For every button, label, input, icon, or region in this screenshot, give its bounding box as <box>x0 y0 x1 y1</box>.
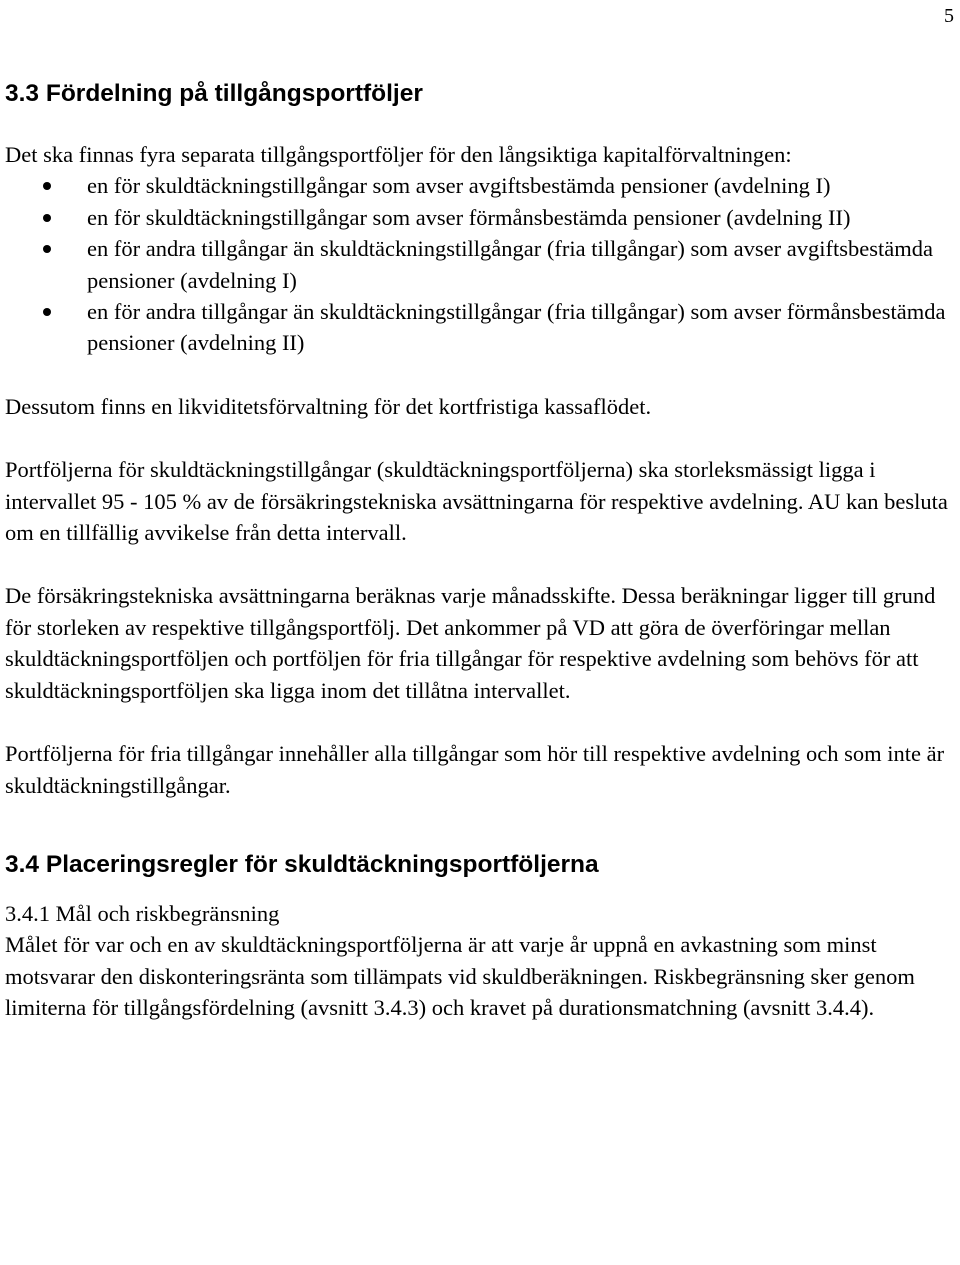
paragraph-liquidity: Dessutom finns en likviditetsförvaltning för det kortfristiga kassaflödet. <box>5 393 652 419</box>
bullet-item <box>5 233 955 296</box>
bullet-item <box>5 170 955 201</box>
intro-paragraph: Det ska finnas fyra separata tillgångsportföljer för den långsiktiga kapitalförvaltningen: <box>5 142 792 167</box>
bullet-dot-icon <box>43 182 51 190</box>
bullet-dot-icon <box>43 214 51 222</box>
bullet-dot-icon <box>43 308 51 316</box>
paragraph-free-assets: Portföljerna för fria tillgångar innehåller alla tillgångar som hör till respektive avdelning och som inte är skuldtäckningstillgångar. <box>5 741 945 798</box>
bullet-item <box>5 202 955 233</box>
bullet-text: en för andra tillgångar än skuldtäckningstillgångar (fria tillgångar) som avser förmånsbestämda pensioner (avdelning II) <box>87 299 946 356</box>
bullet-text: en för skuldtäckningstillgångar som avser förmånsbestämda pensioner (avdelning II) <box>87 204 851 230</box>
section-heading-3-3: 3.3 Fördelning på tillgångsportföljer <box>5 80 423 107</box>
section-heading-3-4: 3.4 Placeringsregler för skuldtäckningsportföljerna <box>5 850 599 878</box>
bullet-text: en för andra tillgångar än skuldtäckningstillgångar (fria tillgångar) som avser avgiftsbestämda pensioner (avdelning I) <box>87 236 933 293</box>
bullet-item <box>5 296 955 359</box>
bullet-text: en för skuldtäckningstillgångar som avser avgiftsbestämda pensioner (avdelning I) <box>87 173 831 199</box>
paragraph-goal-risk: Målet för var och en av skuldtäckningsportföljerna är att varje år uppnå en avkastning som minst motsvarar den diskonteringsränta som tillämpats vid skuldberäkningen. Riskbegränsning sker genom limiterna för tillgångsfördelning (avsnitt 3.4.3) och kravet på durationsmatchning (avsnitt 3.4.4). <box>5 932 915 1021</box>
bullet-dot-icon <box>43 245 51 253</box>
document-body <box>5 78 955 1024</box>
paragraph-interval: Portföljerna för skuldtäckningstillgångar (skuldtäckningsportföljerna) ska storleksmässigt ligga i intervallet 95 - 105 % av de försäkringstekniska avsättningarna för respektive avdelning. AU kan besluta om en tillfällig avvikelse från detta intervall. <box>5 457 948 546</box>
paragraph-monthly-calc: De försäkringstekniska avsättningarna beräknas varje månadsskifte. Dessa beräkningar ligger till grund för storleken av respektive tillgångsportfölj. Det ankommer på VD att göra de överföringar mellan skuldtäckningsportföljen och portföljen för fria tillgångar för respektive avdelning som behövs för att skuldtäckningsportföljen ska ligga inom det tillåtna intervallet. <box>5 583 936 703</box>
subsection-heading-3-4-1: 3.4.1 Mål och riskbegränsning <box>5 900 280 926</box>
page-number: 5 <box>944 5 954 27</box>
portfolio-bullet-list <box>5 170 955 358</box>
